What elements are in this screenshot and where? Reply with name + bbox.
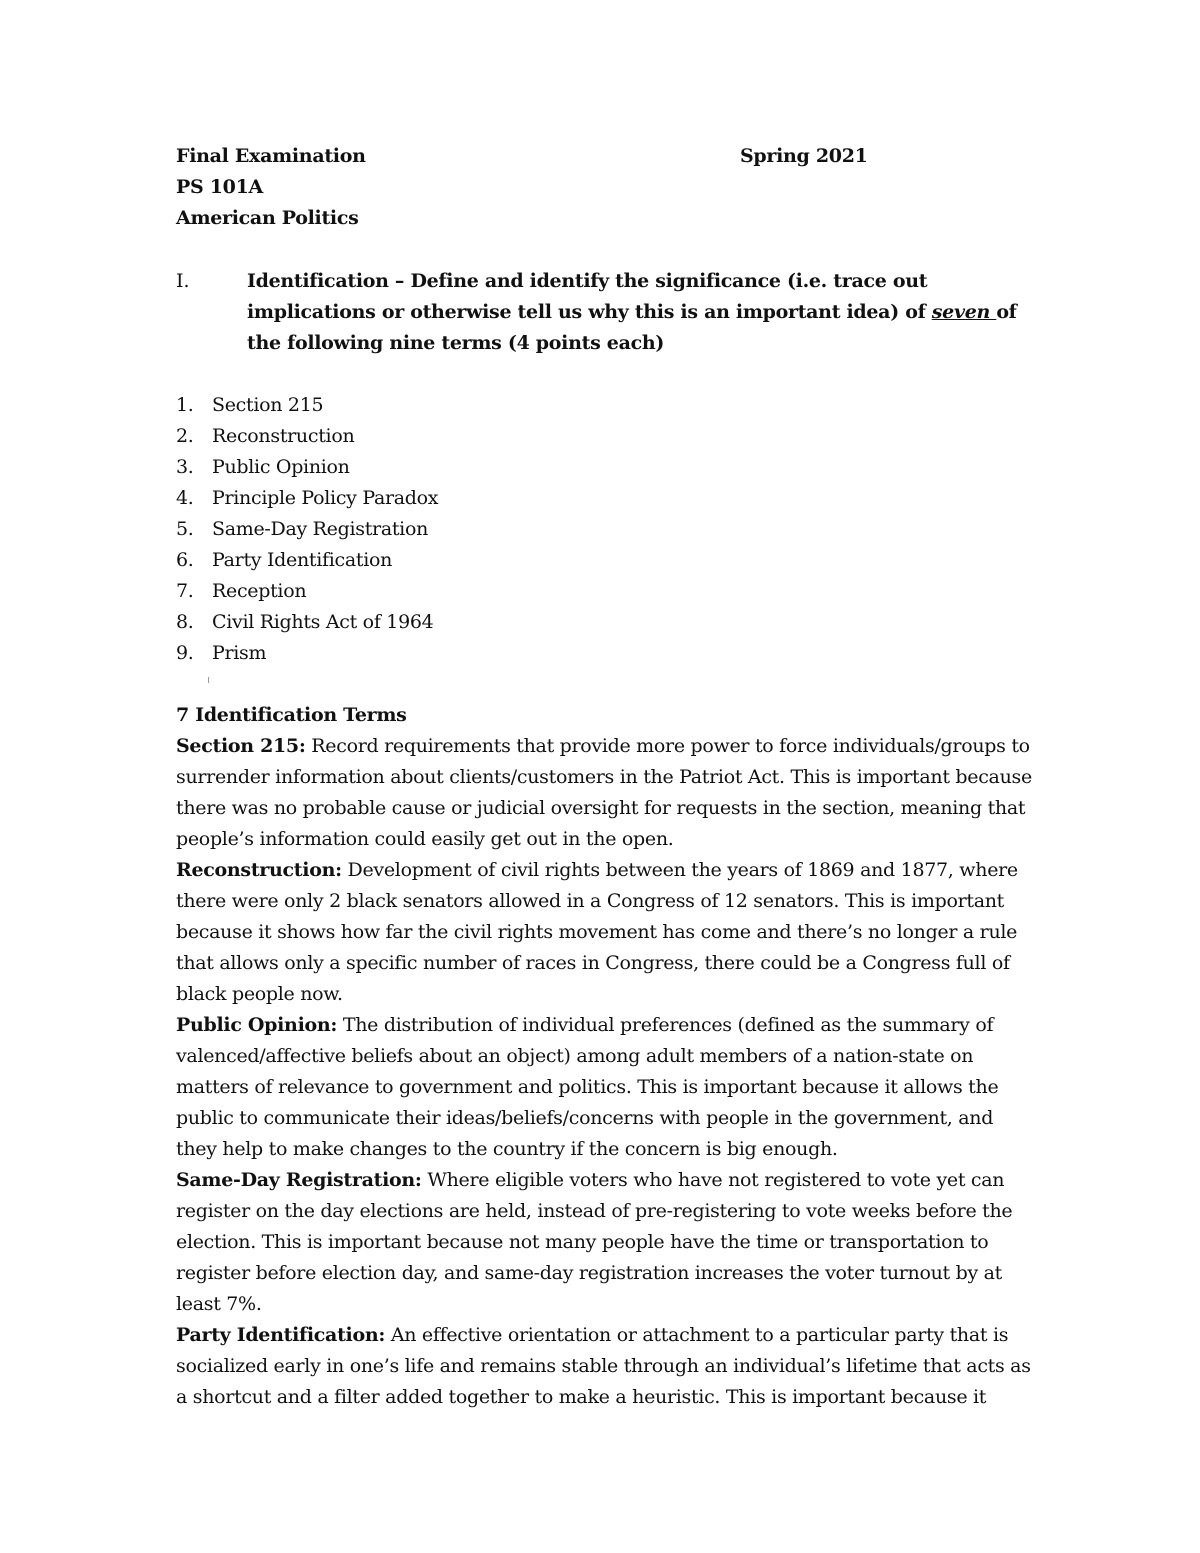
item-label: Reconstruction [212,425,355,447]
section-numeral: I. [176,270,190,292]
answer-term: Party Identification: [176,1324,386,1346]
course-code: PS 101A [176,176,263,198]
answer-paragraph [176,1165,1036,1320]
item-number: 2. [176,425,194,447]
answer-term: Same-Day Registration: [176,1169,422,1191]
answer-paragraph [176,731,1036,855]
section-instructions [247,266,1047,359]
item-label: Same-Day Registration [212,518,429,540]
answer-paragraph [176,1010,1036,1165]
list-item [176,638,438,669]
item-label: Party Identification [212,549,393,571]
exam-title: Final Examination [176,145,366,167]
list-item [176,483,438,514]
list-item [176,514,438,545]
item-label: Reception [212,580,307,602]
answer-term: Public Opinion: [176,1014,338,1036]
answer-paragraph [176,855,1036,1010]
terms-list [176,390,438,669]
answer-text: An effective orientation or attachment to a particular party that is socialized early in one’s life and remains stable through an individual’s lifetime that acts as a shortcut and a filter added together to make a heuristic. This is important because it [176,1324,1031,1408]
answer-text: Where eligible voters who have not registered to vote yet can register on the day elections are held, instead of pre-registering to vote weeks before the election. This is important because not many people have the time or transportation to register before election day, and same-day registration increases the voter turnout by at least 7%. [176,1169,1013,1315]
answer-text: The distribution of individual preferences (defined as the summary of valenced/affective beliefs about an object) among adult members of a nation-state on matters of relevance to government and politics. This is important because it allows the public to communicate their ideas/beliefs/concerns with people in the government, and they help to make changes to the country if the concern is big enough. [176,1014,999,1160]
item-number: 9. [176,642,194,664]
item-number: 4. [176,487,194,509]
item-label: Civil Rights Act of 1964 [212,611,434,633]
item-number: 1. [176,394,194,416]
stray-mark [208,677,209,683]
item-label: Prism [212,642,267,664]
list-item [176,607,438,638]
item-number: 6. [176,549,194,571]
item-number: 8. [176,611,194,633]
list-item [176,576,438,607]
list-item [176,421,438,452]
item-number: 7. [176,580,194,602]
answer-term: Section 215: [176,735,306,757]
answer-paragraph [176,1320,1036,1413]
answers-section [176,731,1036,1413]
instructions-text-end: of the following nine terms (4 points each) [247,301,1017,354]
list-item [176,390,438,421]
answer-term: Reconstruction: [176,859,342,881]
answer-text: Development of civil rights between the years of 1869 and 1877, where there were only 2 black senators allowed in a Congress of 12 senators. This is important because it shows how far the civil rights movement has come and there’s no longer a rule that allows only a specific number of races in Congress, there could be a Congress full of black people now. [176,859,1018,1005]
list-item [176,452,438,483]
list-item [176,545,438,576]
item-label: Principle Policy Paradox [212,487,439,509]
exam-term: Spring 2021 [740,145,868,167]
answer-text: Record requirements that provide more power to force individuals/groups to surrender information about clients/customers in the Patriot Act. This is important because there was no probable cause or judicial oversight for requests in the section, meaning that people’s information could easily get out in the open. [176,735,1032,850]
instructions-emphasis: seven [931,301,997,323]
item-label: Section 215 [212,394,324,416]
item-label: Public Opinion [212,456,350,478]
course-name: American Politics [176,207,359,229]
item-number: 3. [176,456,194,478]
answers-heading: 7 Identification Terms [176,704,407,726]
instructions-text: Identification – Define and identify the significance (i.e. trace out implications or otherwise tell us why this is an important idea) of [247,270,932,323]
item-number: 5. [176,518,194,540]
